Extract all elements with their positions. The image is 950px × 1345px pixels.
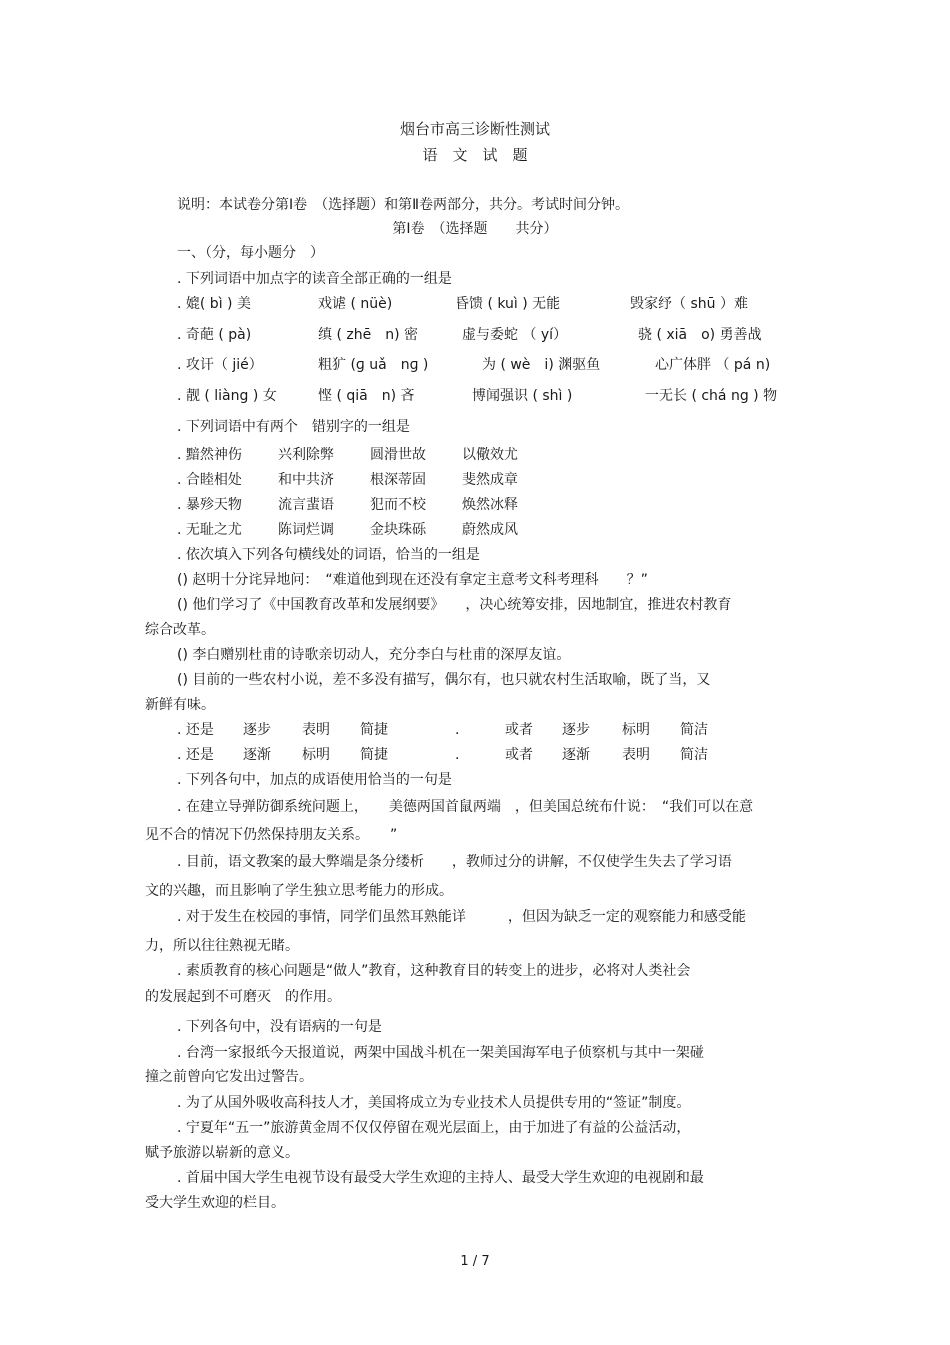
q5-stem: . 下列各句中，没有语病的一句是 xyxy=(177,1019,382,1035)
exam-title: 烟台市高三诊断性测试 xyxy=(399,120,550,138)
q1-option: 一无长 ( chá ng ) 物 xyxy=(645,388,778,404)
q2-option: . 暴殄天物 xyxy=(177,497,242,513)
q2-option: 和中共济 xyxy=(278,472,334,488)
q2-option: 流言蜚语 xyxy=(278,497,334,513)
q1-option: 毁家纾（ shū ）难 xyxy=(630,296,748,312)
q2-option: . 合睦相处 xyxy=(177,472,242,488)
q4-option-c: . 对于发生在校园的事情，同学们虽然耳熟能详 ，但因为缺乏一定的观察能力和感受能 xyxy=(177,909,746,925)
q4-stem: . 下列各句中，加点的成语使用恰当的一句是 xyxy=(177,772,452,788)
q3-option: 表明 xyxy=(622,747,650,763)
q3-sentence-1: () 赵明十分诧异地问： “难道他到现在还没有拿定主意考文科考理科 ？” xyxy=(177,572,648,588)
q4-option-c-cont: 力，所以往往熟视无睹。 xyxy=(145,938,299,954)
part1-title: 第Ⅰ卷 （选择题 共分） xyxy=(392,221,558,237)
q2-option: 犯而不校 xyxy=(370,497,426,513)
exam-note: 说明：本试卷分第Ⅰ卷 （选择题）和第Ⅱ卷两部分，共分。考试时间分钟。 xyxy=(177,197,630,213)
q3-sentence-3: () 李白赠别杜甫的诗歌亲切动人，充分李白与杜甫的深厚友谊。 xyxy=(177,647,571,663)
q3-sentence-4-cont: 新鲜有味。 xyxy=(145,697,215,713)
q3-sentence-4: () 目前的一些农村小说，差不多没有描写，偶尔有，也只就农村生活取喻，既了当，又 xyxy=(177,672,711,688)
q5-option-a: . 台湾一家报纸今天报道说，两架中国战斗机在一架美国海军电子侦察机与其中一架碰 xyxy=(177,1045,704,1061)
q3-sentence-2: () 他们学习了《中国教育改革和发展纲要》 ，决心统筹安排，因地制宜，推进农村教育 xyxy=(177,597,732,613)
q1-option: 悭 ( qiā n) 吝 xyxy=(318,388,415,404)
q2-option: 斐然成章 xyxy=(462,472,518,488)
q2-option: 陈词烂调 xyxy=(278,522,334,538)
q3-option: 逐步 xyxy=(243,722,271,738)
q5-option-c: . 宁夏年“五一”旅游黄金周不仅仅停留在观光层面上，由于加进了有益的公益活动， xyxy=(177,1120,691,1136)
q5-option-a-cont: 撞之前曾向它发出过警告。 xyxy=(145,1069,313,1085)
q3-sentence-2-cont: 综合改革。 xyxy=(145,622,215,638)
q5-option-d: . 首届中国大学生电视节设有最受大学生欢迎的主持人、最受大学生欢迎的电视剧和最 xyxy=(177,1170,704,1186)
q3-option: 简捷 xyxy=(360,747,388,763)
q3-option: 简洁 xyxy=(680,722,708,738)
q1-option: 为 ( wè i) 渊驱鱼 xyxy=(482,357,601,373)
q2-option: 蔚然成风 xyxy=(462,522,518,538)
q1-option: 缜 ( zhē n) 密 xyxy=(318,327,418,343)
q3-option: 简捷 xyxy=(360,722,388,738)
q1-option: . 奇葩 ( pà) xyxy=(177,327,252,343)
q4-option-a-cont: 见不合的情况下仍然保持朋友关系。 ” xyxy=(145,827,398,843)
q3-option: 标明 xyxy=(302,747,330,763)
q2-option: 以儆效尤 xyxy=(462,447,518,463)
q1-stem: . 下列词语中加点字的读音全部正确的一组是 xyxy=(177,271,452,287)
q4-option-b-cont: 文的兴趣，而且影响了学生独立思考能力的形成。 xyxy=(145,883,453,899)
q1-option: 粗犷 (ɡ uǎ nɡ ) xyxy=(318,357,429,373)
q1-option: 昏馈 ( kuì ) 无能 xyxy=(455,296,561,312)
q2-option: 兴利除弊 xyxy=(278,447,334,463)
page-number: 1 / 7 xyxy=(460,1254,490,1269)
q3-option: . 还是 xyxy=(177,747,214,763)
q3-option: 简洁 xyxy=(680,747,708,763)
q4-option-d: . 素质教育的核心问题是“做人”教育，这种教育目的转变上的进步，必将对人类社会 xyxy=(177,963,691,979)
q2-option: . 黯然神伤 xyxy=(177,447,242,463)
q1-option: 骁 ( xiā o) 勇善战 xyxy=(638,327,762,343)
q3-option: 标明 xyxy=(622,722,650,738)
q3-option: 或者 xyxy=(505,747,533,763)
q4-option-b: . 目前，语文教案的最大弊端是条分缕析 ，教师过分的讲解，不仅使学生失去了学习语 xyxy=(177,854,732,870)
q2-stem: . 下列词语中有两个 错别字的一组是 xyxy=(177,419,410,435)
exam-subject: 语 文 试 题 xyxy=(422,146,528,164)
q1-option: 虚与委蛇 （ yí） xyxy=(462,327,568,343)
q5-option-d-cont: 受大学生欢迎的栏目。 xyxy=(145,1195,285,1211)
q3-option: . xyxy=(455,747,460,763)
q1-option: 心广体胖 （ pá n) xyxy=(655,357,771,373)
q3-stem: . 依次填入下列各句横线处的词语，恰当的一组是 xyxy=(177,547,480,563)
q3-option: 逐步 xyxy=(562,722,590,738)
q1-option: 博闻强识 ( shì ) xyxy=(472,388,573,404)
q3-option: 或者 xyxy=(505,722,533,738)
q1-option: . 媲( bì ) 美 xyxy=(177,296,251,312)
q2-option: 金块珠砾 xyxy=(370,522,426,538)
q1-option: . 靓 ( liàng ) 女 xyxy=(177,388,277,404)
q3-option: . xyxy=(455,722,460,738)
q4-option-a: . 在建立导弹防御系统问题上， 美德两国首鼠两端 ，但美国总统布什说： “我们可以在意 xyxy=(177,799,754,815)
q3-option: 逐渐 xyxy=(243,747,271,763)
q5-option-c-cont: 赋予旅游以崭新的意义。 xyxy=(145,1145,299,1161)
q3-option: 逐渐 xyxy=(562,747,590,763)
q1-option: . 攻讦（ jié） xyxy=(177,357,263,373)
q2-option: . 无耻之尤 xyxy=(177,522,242,538)
q2-option: 根深蒂固 xyxy=(370,472,426,488)
q3-option: . 还是 xyxy=(177,722,214,738)
q2-option: 焕然冰释 xyxy=(462,497,518,513)
section1-heading: 一、（分，每小题分 ） xyxy=(177,245,324,261)
q3-option: 表明 xyxy=(302,722,330,738)
q5-option-b: . 为了从国外吸收高科技人才，美国将成立为专业技术人员提供专用的“签证”制度。 xyxy=(177,1095,691,1111)
q2-option: 圆滑世故 xyxy=(370,447,426,463)
q1-option: 戏谑 ( nüè) xyxy=(318,296,393,312)
q4-option-d-cont: 的发展起到不可磨灭 的作用。 xyxy=(145,989,341,1005)
